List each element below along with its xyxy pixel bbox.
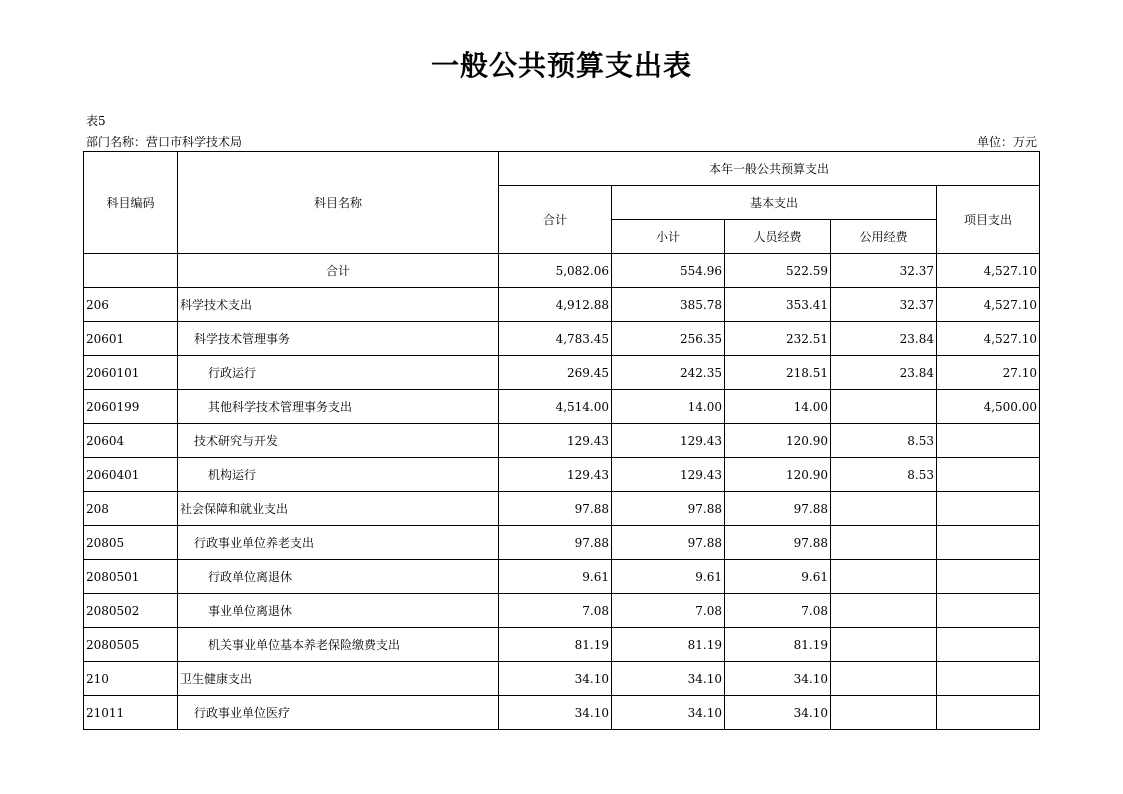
cell-project	[937, 424, 1040, 458]
cell-personnel: 9.61	[725, 560, 831, 594]
cell-code: 2080502	[84, 594, 178, 628]
cell-total: 97.88	[499, 526, 612, 560]
cell-code: 210	[84, 662, 178, 696]
table-row	[84, 628, 1040, 662]
cell-personnel: 81.19	[725, 628, 831, 662]
cell-personnel: 14.00	[725, 390, 831, 424]
cell-personnel: 34.10	[725, 662, 831, 696]
table-row	[84, 594, 1040, 628]
cell-public	[831, 628, 937, 662]
table-row	[84, 696, 1040, 730]
cell-code: 21011	[84, 696, 178, 730]
cell-subtotal: 97.88	[612, 492, 725, 526]
cell-total: 34.10	[499, 696, 612, 730]
table-row	[84, 288, 1040, 322]
cell-subtotal: 97.88	[612, 526, 725, 560]
cell-public	[831, 662, 937, 696]
department-name: 部门名称：营口市科学技术局	[86, 135, 243, 149]
cell-project	[937, 696, 1040, 730]
cell-total: 4,912.88	[499, 288, 612, 322]
header-project: 项目支出	[937, 186, 1040, 254]
unit-label: 单位：万元	[976, 135, 1037, 149]
cell-code: 20805	[84, 526, 178, 560]
cell-personnel: 232.51	[725, 322, 831, 356]
cell-name: 行政运行	[178, 356, 499, 390]
cell-personnel: 7.08	[725, 594, 831, 628]
cell-name: 技术研究与开发	[178, 424, 499, 458]
cell-code: 206	[84, 288, 178, 322]
cell-subtotal: 34.10	[612, 696, 725, 730]
cell-subtotal: 385.78	[612, 288, 725, 322]
cell-personnel: 120.90	[725, 458, 831, 492]
cell-public	[831, 390, 937, 424]
cell-total: 129.43	[499, 424, 612, 458]
cell-name: 事业单位离退休	[178, 594, 499, 628]
table-number: 表5	[86, 114, 106, 128]
cell-public	[831, 492, 937, 526]
table-row	[84, 662, 1040, 696]
cell-public: 23.84	[831, 356, 937, 390]
cell-total: 129.43	[499, 458, 612, 492]
cell-name: 机关事业单位基本养老保险缴费支出	[178, 628, 499, 662]
cell-personnel: 522.59	[725, 254, 831, 288]
table-row	[84, 492, 1040, 526]
cell-personnel: 34.10	[725, 696, 831, 730]
cell-total: 4,783.45	[499, 322, 612, 356]
cell-subtotal: 129.43	[612, 458, 725, 492]
cell-personnel: 218.51	[725, 356, 831, 390]
cell-name: 科学技术管理事务	[178, 322, 499, 356]
cell-code: 2080505	[84, 628, 178, 662]
cell-project	[937, 560, 1040, 594]
table-row	[84, 424, 1040, 458]
cell-public: 23.84	[831, 322, 937, 356]
cell-name: 社会保障和就业支出	[178, 492, 499, 526]
header-public: 公用经费	[831, 220, 937, 254]
cell-name: 科学技术支出	[178, 288, 499, 322]
cell-code: 20604	[84, 424, 178, 458]
cell-public: 8.53	[831, 458, 937, 492]
cell-subtotal: 554.96	[612, 254, 725, 288]
cell-code: 2060101	[84, 356, 178, 390]
cell-name: 行政事业单位养老支出	[178, 526, 499, 560]
cell-project	[937, 458, 1040, 492]
cell-project	[937, 628, 1040, 662]
table-row-total	[84, 254, 1040, 288]
cell-code	[84, 254, 178, 288]
cell-project: 4,500.00	[937, 390, 1040, 424]
table-row	[84, 458, 1040, 492]
cell-name: 行政单位离退休	[178, 560, 499, 594]
cell-project: 4,527.10	[937, 322, 1040, 356]
cell-total: 34.10	[499, 662, 612, 696]
cell-public	[831, 560, 937, 594]
cell-subtotal: 34.10	[612, 662, 725, 696]
budget-table	[83, 151, 1040, 730]
cell-subtotal: 81.19	[612, 628, 725, 662]
cell-name: 合计	[178, 254, 499, 288]
cell-public	[831, 696, 937, 730]
header-total: 合计	[499, 186, 612, 254]
cell-project	[937, 594, 1040, 628]
cell-name: 卫生健康支出	[178, 662, 499, 696]
table-row	[84, 356, 1040, 390]
cell-project	[937, 662, 1040, 696]
header-basic: 基本支出	[612, 186, 937, 220]
header-personnel: 人员经费	[725, 220, 831, 254]
cell-subtotal: 14.00	[612, 390, 725, 424]
cell-subtotal: 7.08	[612, 594, 725, 628]
cell-public: 32.37	[831, 288, 937, 322]
cell-total: 269.45	[499, 356, 612, 390]
header-group: 本年一般公共预算支出	[499, 152, 1040, 186]
cell-name: 机构运行	[178, 458, 499, 492]
cell-public	[831, 526, 937, 560]
cell-public: 32.37	[831, 254, 937, 288]
cell-code: 2060199	[84, 390, 178, 424]
cell-name: 行政事业单位医疗	[178, 696, 499, 730]
cell-total: 9.61	[499, 560, 612, 594]
cell-name: 其他科学技术管理事务支出	[178, 390, 499, 424]
cell-total: 97.88	[499, 492, 612, 526]
cell-code: 2080501	[84, 560, 178, 594]
header-code: 科目编码	[84, 152, 178, 254]
cell-personnel: 97.88	[725, 492, 831, 526]
header-name: 科目名称	[178, 152, 499, 254]
cell-project	[937, 492, 1040, 526]
page-title: 一般公共预算支出表	[430, 49, 692, 82]
cell-public	[831, 594, 937, 628]
cell-subtotal: 129.43	[612, 424, 725, 458]
cell-subtotal: 242.35	[612, 356, 725, 390]
cell-code: 2060401	[84, 458, 178, 492]
cell-project: 27.10	[937, 356, 1040, 390]
table-row	[84, 526, 1040, 560]
cell-project: 4,527.10	[937, 288, 1040, 322]
table-row	[84, 322, 1040, 356]
cell-personnel: 353.41	[725, 288, 831, 322]
cell-personnel: 97.88	[725, 526, 831, 560]
header-subtotal: 小计	[612, 220, 725, 254]
cell-total: 7.08	[499, 594, 612, 628]
table-row	[84, 560, 1040, 594]
cell-project	[937, 526, 1040, 560]
cell-subtotal: 9.61	[612, 560, 725, 594]
cell-public: 8.53	[831, 424, 937, 458]
cell-total: 81.19	[499, 628, 612, 662]
cell-project: 4,527.10	[937, 254, 1040, 288]
table-body	[84, 254, 1040, 730]
cell-total: 5,082.06	[499, 254, 612, 288]
cell-code: 208	[84, 492, 178, 526]
cell-code: 20601	[84, 322, 178, 356]
cell-personnel: 120.90	[725, 424, 831, 458]
table-row	[84, 390, 1040, 424]
cell-total: 4,514.00	[499, 390, 612, 424]
cell-subtotal: 256.35	[612, 322, 725, 356]
